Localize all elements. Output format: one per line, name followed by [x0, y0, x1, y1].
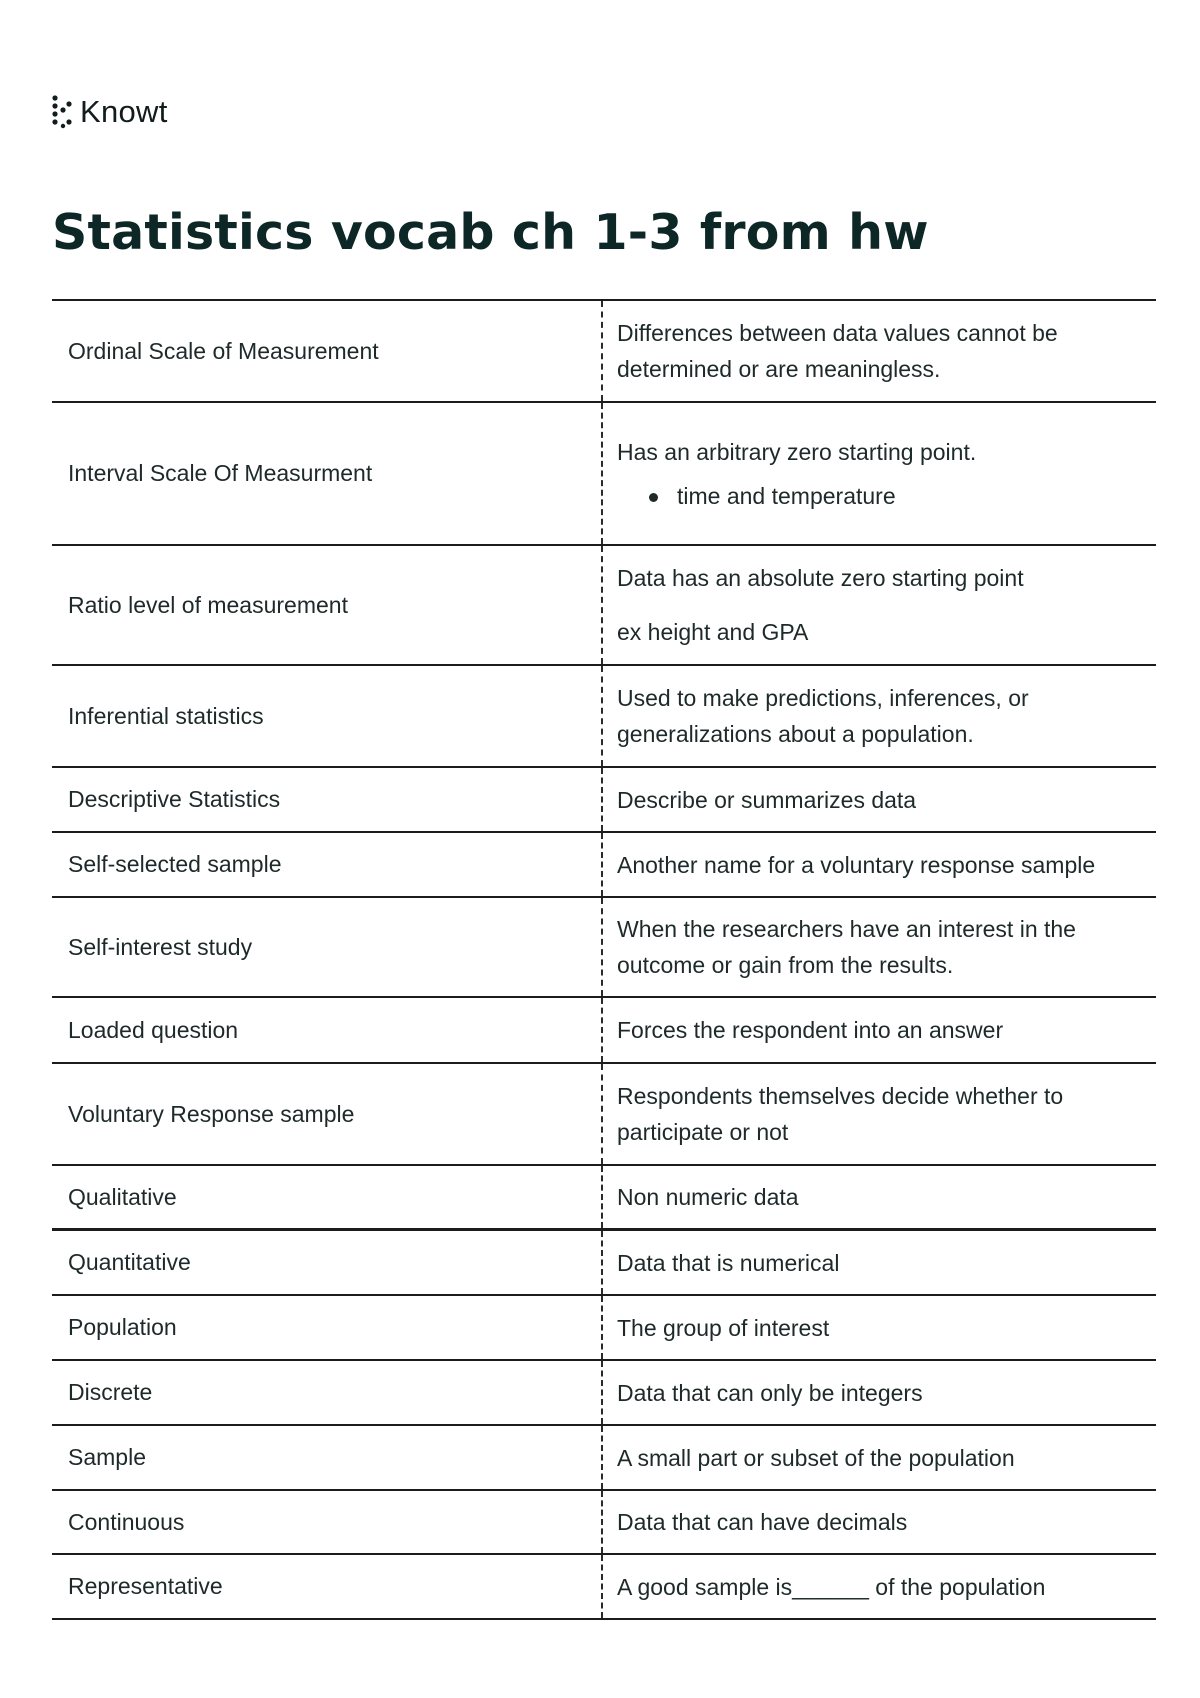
definition-bullet-list — [617, 478, 1142, 514]
definition-text: Respondents themselves decide whether to participate or not — [617, 1083, 1064, 1145]
definition-cell — [603, 301, 1156, 401]
logo-wordmark: Knowt — [80, 94, 168, 129]
term-cell: Sample — [52, 1426, 603, 1489]
definition-cell — [603, 1166, 1156, 1228]
definition-text: A small part or subset of the population — [617, 1444, 1015, 1471]
table-row — [52, 998, 1156, 1064]
term-cell: Continuous — [52, 1491, 603, 1553]
vocab-table — [52, 299, 1156, 1620]
definition-cell — [603, 898, 1156, 996]
definition-text: A good sample is______ of the population — [617, 1573, 1046, 1600]
definition-cell — [603, 1296, 1156, 1359]
table-row — [52, 1064, 1156, 1166]
term-cell: Descriptive Statistics — [52, 768, 603, 831]
table-row — [52, 1555, 1156, 1620]
table-row — [52, 1296, 1156, 1361]
table-row — [52, 1166, 1156, 1231]
knowt-dots-icon — [52, 95, 72, 129]
table-row — [52, 1491, 1156, 1555]
definition-text: Non numeric data — [617, 1184, 799, 1210]
definition-text: Data has an absolute zero starting point — [617, 565, 1024, 591]
definition-cell — [603, 998, 1156, 1062]
definition-text: Has an arbitrary zero starting point. — [617, 438, 977, 465]
term-cell: Self-interest study — [52, 898, 603, 996]
term-cell: Discrete — [52, 1361, 603, 1424]
term-cell: Qualitative — [52, 1166, 603, 1228]
term-cell: Population — [52, 1296, 603, 1359]
table-row — [52, 898, 1156, 998]
definition-cell — [603, 1231, 1156, 1294]
definition-example: ex height and GPA — [617, 619, 809, 645]
table-row — [52, 546, 1156, 666]
knowt-logo — [52, 94, 168, 130]
page-title: Statistics vocab ch 1-3 from hw — [52, 204, 929, 261]
definition-cell — [603, 1064, 1156, 1164]
table-row — [52, 833, 1156, 898]
table-row — [52, 301, 1156, 403]
definition-cell — [603, 1491, 1156, 1553]
term-cell: Voluntary Response sample — [52, 1064, 603, 1164]
definition-text: Used to make predictions, inferences, or generalizations about a population. — [617, 685, 1029, 747]
term-cell: Loaded question — [52, 998, 603, 1062]
table-row — [52, 403, 1156, 546]
table-row — [52, 666, 1156, 768]
definition-cell — [603, 403, 1156, 544]
term-cell: Ratio level of measurement — [52, 546, 603, 664]
definition-text: Another name for a voluntary response sample — [617, 851, 1096, 878]
term-cell: Quantitative — [52, 1231, 603, 1294]
table-row — [52, 1426, 1156, 1491]
definition-cell — [603, 1555, 1156, 1618]
definition-text: Forces the respondent into an answer — [617, 1017, 1004, 1043]
definition-text: Data that can only be integers — [617, 1379, 923, 1406]
definition-text: Differences between data values cannot be determined or are meaningless. — [617, 320, 1058, 382]
table-row — [52, 1231, 1156, 1296]
definition-cell — [603, 1361, 1156, 1424]
definition-text: Data that is numerical — [617, 1249, 840, 1276]
term-cell: Representative — [52, 1555, 603, 1618]
term-cell: Interval Scale Of Measurment — [52, 403, 603, 544]
definition-cell — [603, 546, 1156, 664]
definition-cell — [603, 1426, 1156, 1489]
term-cell: Self-selected sample — [52, 833, 603, 896]
definition-cell — [603, 666, 1156, 766]
term-cell: Inferential statistics — [52, 666, 603, 766]
definition-text: The group of interest — [617, 1314, 830, 1341]
definition-cell — [603, 768, 1156, 831]
table-row — [52, 1361, 1156, 1426]
definition-text: When the researchers have an interest in the outcome or gain from the results. — [617, 916, 1076, 978]
definition-cell — [603, 833, 1156, 896]
definition-bullet-item: time and temperature — [677, 478, 1142, 514]
definition-text: Data that can have decimals — [617, 1509, 908, 1535]
term-cell: Ordinal Scale of Measurement — [52, 301, 603, 401]
definition-text: Describe or summarizes data — [617, 786, 917, 813]
table-row — [52, 768, 1156, 833]
